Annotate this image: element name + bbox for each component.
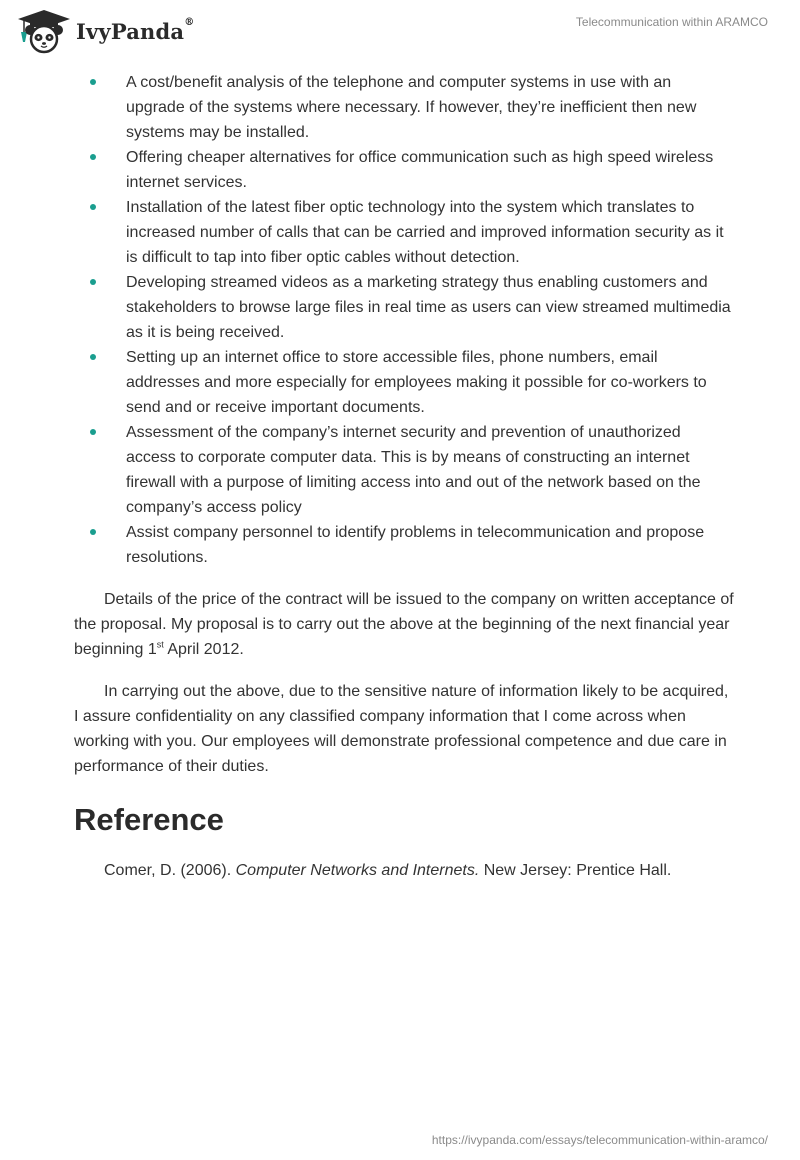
reference-author: Comer, D. (2006). — [104, 862, 236, 879]
bullet-dot-icon — [90, 204, 96, 210]
proposal-bullet-list — [74, 70, 734, 570]
list-item — [74, 270, 734, 345]
panda-logo-icon — [14, 8, 74, 54]
bullet-dot-icon — [90, 279, 96, 285]
bullet-dot-icon — [90, 354, 96, 360]
reference-entry — [74, 858, 734, 883]
source-url-link[interactable]: https://ivypanda.com/essays/telecommunication-within-aramco/ — [431, 1133, 768, 1147]
list-item — [74, 195, 734, 270]
registered-mark: ® — [184, 16, 195, 28]
list-item-text: Assessment of the company’s internet security and prevention of unauthorized access to corporate computer data. This is by means of constructing an internet firewall with a purpose of limiting access into and out of the network based on the company’s access policy — [126, 424, 701, 516]
bullet-dot-icon — [90, 529, 96, 535]
reference-title: Computer Networks and Internets. — [235, 862, 480, 879]
list-item — [74, 420, 734, 520]
price-paragraph-text: Details of the price of the contract will be issued to the company on written acceptance of the proposal. My proposal is to carry out the above at the beginning of the next financial year beginning 1 — [74, 591, 734, 658]
list-item-text: A cost/benefit analysis of the telephone and computer systems in use with an upgrade of the systems where necessary. If however, they’re inefficient then new systems may be installed. — [126, 74, 697, 141]
price-paragraph-date: April 2012. — [163, 641, 244, 658]
list-item-text: Assist company personnel to identify problems in telecommunication and propose resolutions. — [126, 524, 705, 566]
bullet-dot-icon — [90, 154, 96, 160]
brand-text: IvyPanda — [76, 18, 185, 44]
list-item — [74, 345, 734, 420]
list-item — [74, 520, 734, 570]
list-item — [74, 145, 734, 195]
list-item-text: Setting up an internet office to store accessible files, phone numbers, email addresses and more especially for employees making it possible for co-workers to send and or receive important documents. — [126, 349, 707, 416]
list-item-text: Installation of the latest fiber optic technology into the system which translates to increased number of calls that can be carried and improved information security as it is difficult to tap into fiber optic cables without detection. — [126, 199, 724, 266]
ordinal-suffix: st — [156, 639, 164, 650]
reference-publisher: New Jersey: Prentice Hall. — [479, 862, 672, 879]
document-title: Telecommunication within ARAMCO — [575, 15, 768, 29]
confidentiality-paragraph: In carrying out the above, due to the sensitive nature of information likely to be acquired, I assure confidentiality on any classified company information that I come across when working with you. Our employees will demonstrate professional competence and due care in performance of their duties. — [74, 683, 729, 775]
bullet-dot-icon — [90, 79, 96, 85]
page-header — [0, 0, 800, 60]
bullet-dot-icon — [90, 429, 96, 435]
essay-content — [74, 70, 734, 883]
list-item-text: Offering cheaper alternatives for office communication such as high speed wireless internet services. — [126, 149, 714, 191]
brand-name — [76, 16, 195, 44]
ivypanda-logo[interactable] — [14, 8, 194, 54]
reference-heading: Reference — [74, 802, 224, 837]
list-item-text: Developing streamed videos as a marketing strategy thus enabling customers and stakeholders to browse large files in real time as users can view streamed multimedia as it is being received. — [126, 274, 731, 341]
price-paragraph — [74, 587, 734, 662]
list-item — [74, 70, 734, 145]
